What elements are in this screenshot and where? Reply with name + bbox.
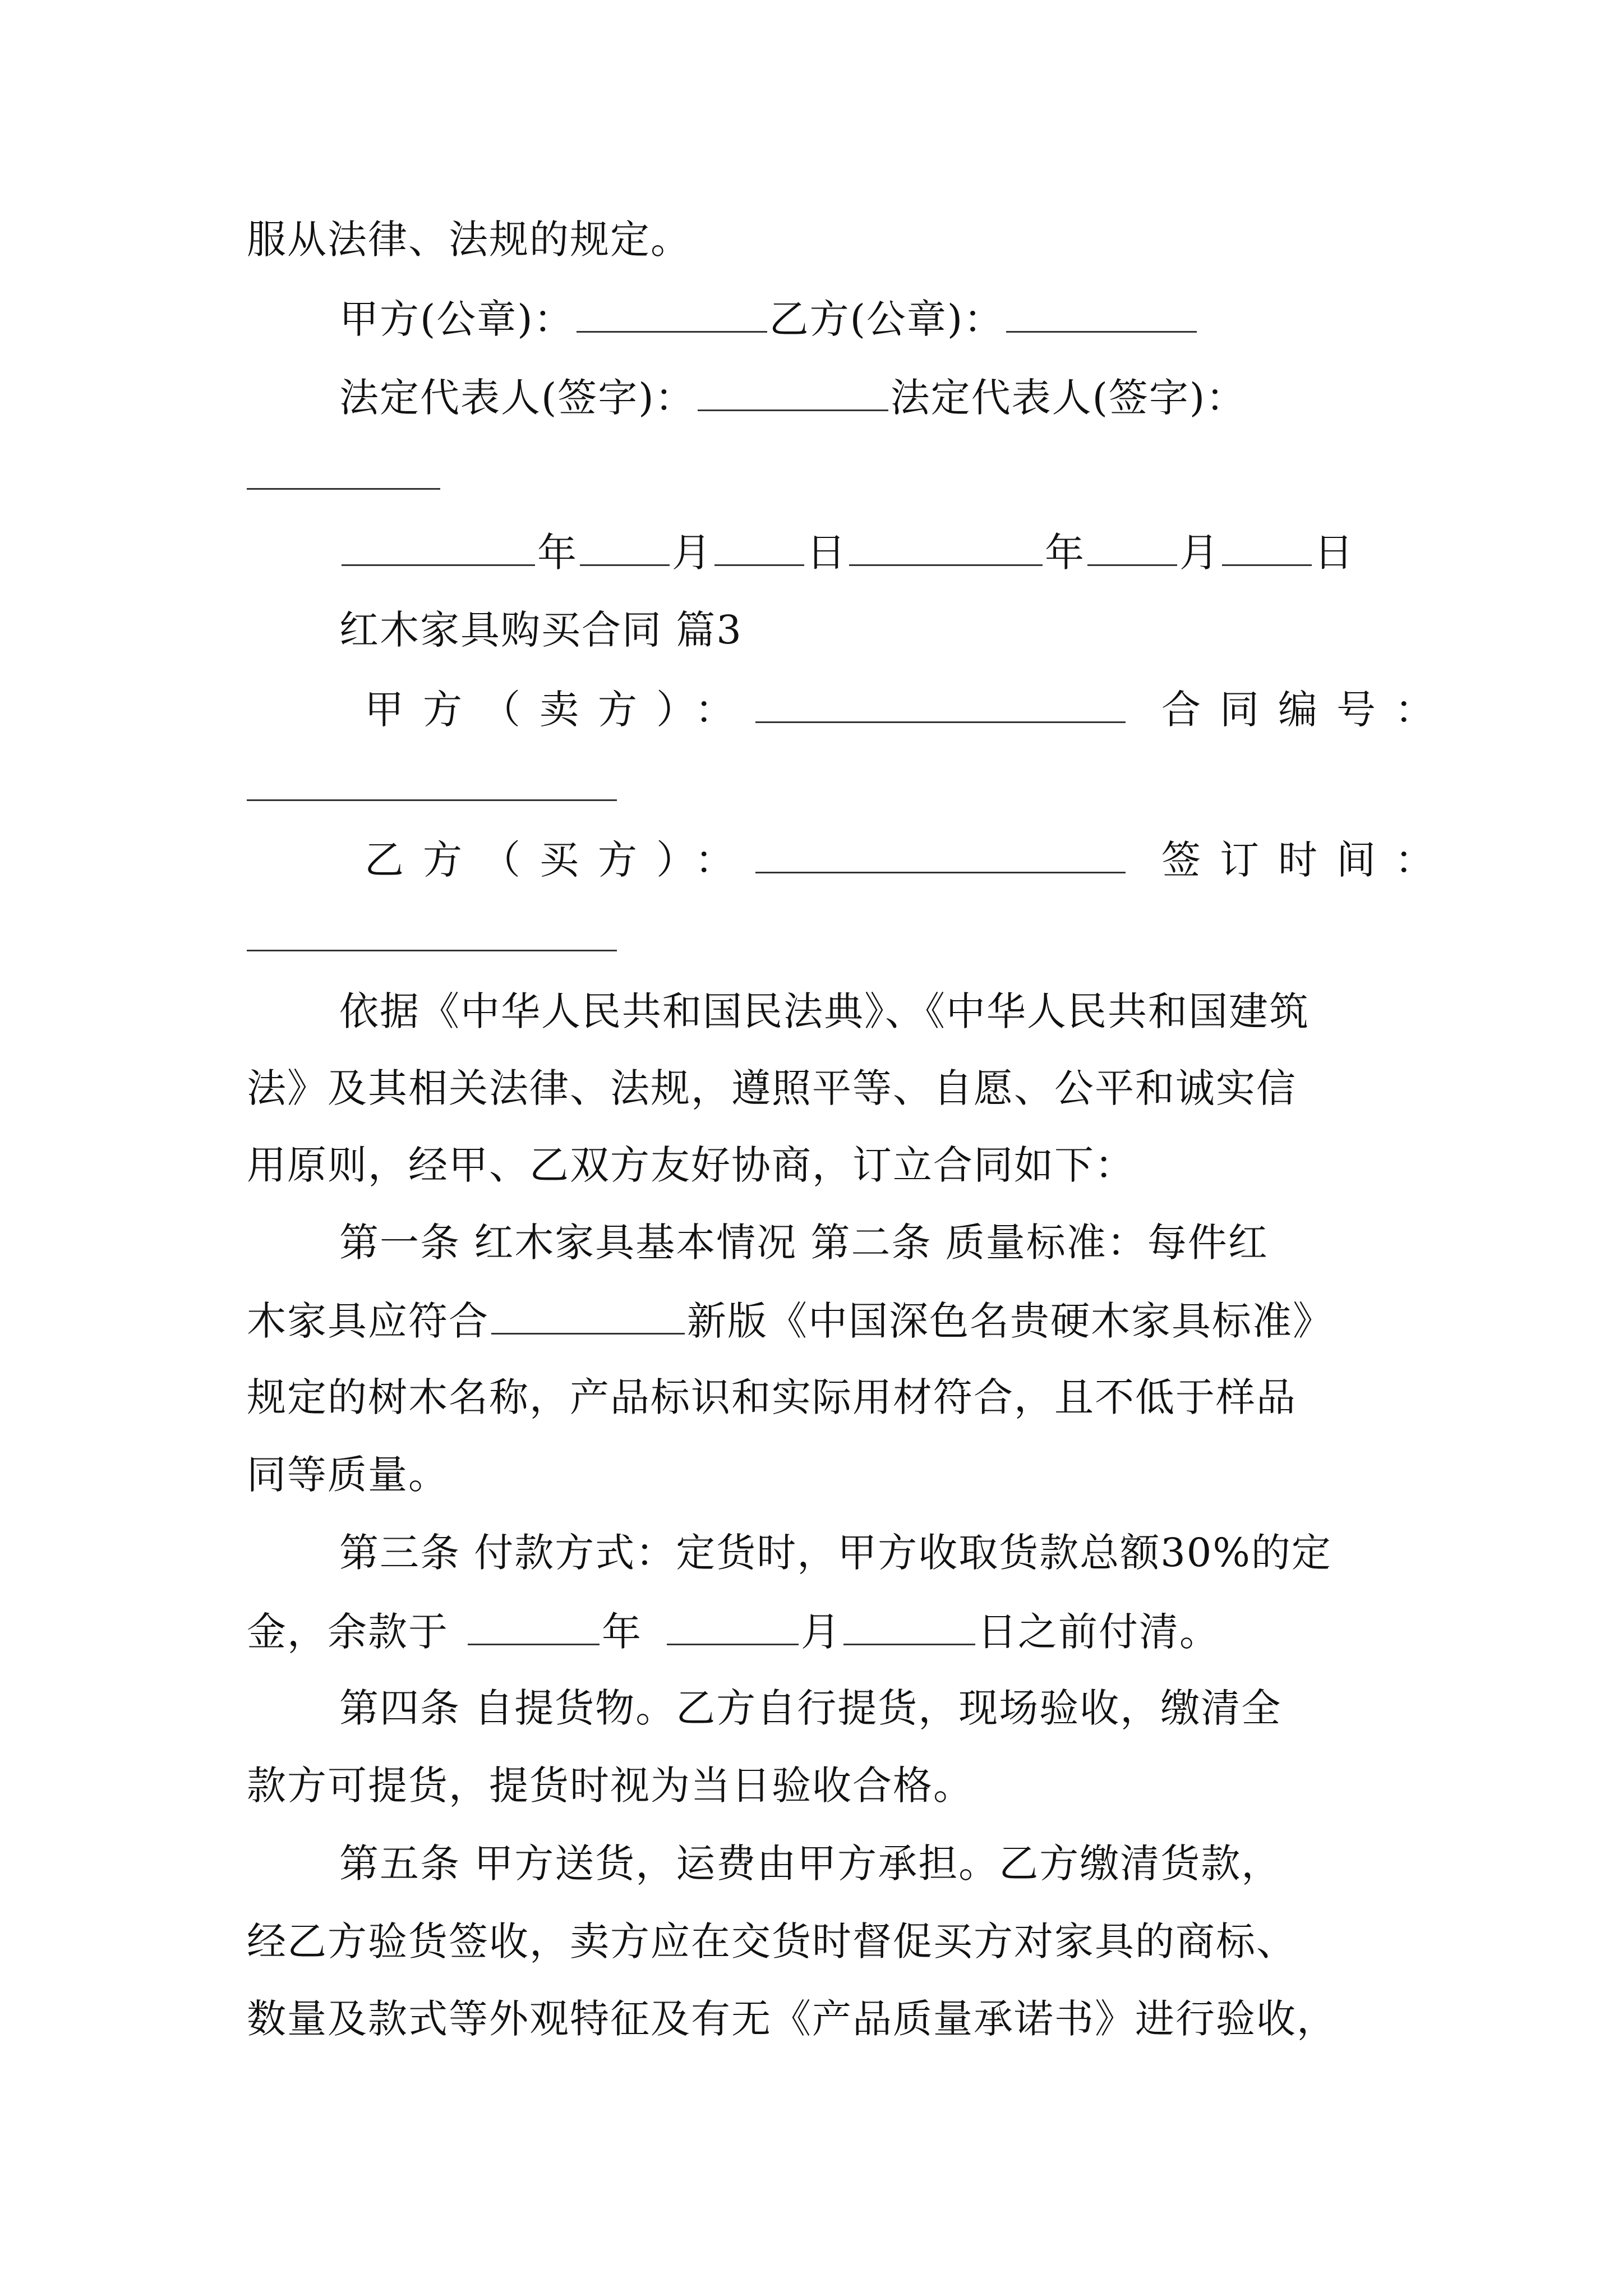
party-a-rep-label: 法定代表人(签字)： bbox=[339, 375, 695, 421]
paragraph-line bbox=[247, 1298, 1380, 1344]
party-b-rep-blank[interactable] bbox=[247, 488, 440, 490]
payment-day-blank[interactable] bbox=[843, 1611, 975, 1645]
paragraph-line: 依据《中华人民共和国民法典》、《中华人民共和国建筑 bbox=[339, 988, 1310, 1034]
party-a-seal-line bbox=[339, 296, 1472, 342]
text-line: 服从法律、法规的规定。 bbox=[247, 217, 691, 263]
party-a-rep-blank[interactable] bbox=[698, 377, 888, 411]
section-heading: 红木家具购买合同 篇3 bbox=[339, 607, 743, 653]
payment-text-a: 金，余款于 bbox=[247, 1609, 449, 1655]
date-b-day-blank[interactable] bbox=[1222, 532, 1312, 566]
paragraph-line: 经乙方验货签收，卖方应在交货时督促买方对家具的商标、 bbox=[247, 1918, 1297, 1964]
standard-blank[interactable] bbox=[491, 1300, 685, 1335]
paragraph-line: 第五条 甲方送货，运费由甲方承担。乙方缴清货款， bbox=[339, 1841, 1282, 1887]
date-a-month-label: 月 bbox=[672, 530, 712, 576]
date-b-year-blank[interactable] bbox=[849, 532, 1043, 566]
payment-month-label: 月 bbox=[801, 1609, 841, 1655]
paragraph-line: 第三条 付款方式：定货时，甲方收取货款总额30%的定 bbox=[339, 1530, 1332, 1576]
paragraph-line: 法》及其相关法律、法规，遵照平等、自愿、公平和诚实信 bbox=[247, 1065, 1297, 1111]
paragraph-line: 第四条 自提货物。乙方自行提货，现场验收，缴清全 bbox=[339, 1685, 1282, 1731]
seller-line bbox=[365, 687, 1497, 733]
paragraph-line: 第一条 红木家具基本情况 第二条 质量标准：每件红 bbox=[339, 1220, 1269, 1266]
buyer-label: 乙方（买方）： bbox=[365, 837, 753, 883]
standard-text-b: 新版《中国深色名贵硬木家具标准》 bbox=[687, 1298, 1333, 1344]
date-line bbox=[339, 530, 1472, 576]
date-a-day-blank[interactable] bbox=[714, 532, 804, 566]
buyer-line bbox=[365, 837, 1497, 883]
date-b-month-blank[interactable] bbox=[1087, 532, 1177, 566]
standard-text-a: 木家具应符合 bbox=[247, 1298, 489, 1344]
sign-time-blank[interactable] bbox=[247, 950, 617, 951]
contract-no-label: 合同编号： bbox=[1161, 687, 1453, 733]
paragraph-line: 规定的树木名称，产品标识和实际用材符合，且不低于样品 bbox=[247, 1374, 1297, 1420]
paragraph-line bbox=[247, 1609, 1380, 1655]
paragraph-line: 数量及款式等外观特征及有无《产品质量承诺书》进行验收， bbox=[247, 1996, 1337, 2042]
date-a-year-label: 年 bbox=[537, 530, 578, 576]
party-b-seal-blank[interactable] bbox=[1006, 298, 1197, 333]
date-b-day-label: 日 bbox=[1314, 530, 1354, 576]
party-b-rep-label: 法定代表人(签字)： bbox=[890, 375, 1247, 421]
date-a-day-label: 日 bbox=[806, 530, 847, 576]
party-b-seal-label: 乙方(公章)： bbox=[769, 296, 1004, 342]
seller-blank[interactable] bbox=[755, 689, 1126, 723]
contract-no-blank[interactable] bbox=[247, 799, 617, 801]
paragraph-line: 款方可提货，提货时视为当日验收合格。 bbox=[247, 1763, 974, 1809]
legal-rep-line bbox=[339, 375, 1472, 421]
paragraph-line: 同等质量。 bbox=[247, 1452, 449, 1498]
date-a-year-blank[interactable] bbox=[342, 532, 535, 566]
party-a-seal-label: 甲方(公章)： bbox=[339, 296, 574, 342]
buyer-blank[interactable] bbox=[755, 839, 1126, 873]
date-a-month-blank[interactable] bbox=[580, 532, 670, 566]
payment-year-blank[interactable] bbox=[468, 1611, 600, 1645]
date-b-month-label: 月 bbox=[1179, 530, 1220, 576]
sign-time-label: 签订时间： bbox=[1161, 837, 1453, 883]
paragraph-line: 用原则，经甲、乙双方友好协商，订立合同如下： bbox=[247, 1142, 1135, 1188]
seller-label: 甲方（卖方）： bbox=[365, 687, 753, 733]
party-a-seal-blank[interactable] bbox=[577, 298, 767, 333]
date-b-year-label: 年 bbox=[1045, 530, 1085, 576]
payment-day-label: 日之前付清。 bbox=[978, 1609, 1220, 1655]
payment-month-blank[interactable] bbox=[667, 1611, 799, 1645]
payment-year-label: 年 bbox=[602, 1609, 642, 1655]
